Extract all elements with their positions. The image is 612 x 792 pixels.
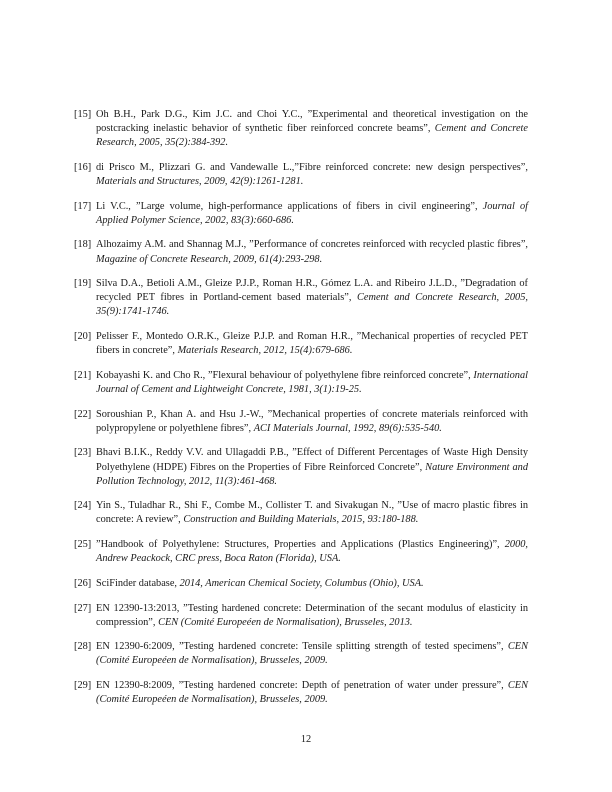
reference-text: Li V.C., ”Large volume, high-performance applications of fibers in civil engineering”,: [96, 200, 483, 212]
reference-number: [16]: [74, 161, 92, 173]
reference-source: CEN (Comité Europeéen de Normalisation), Brusseles, 2009.: [96, 680, 528, 706]
reference-number: [29]: [74, 680, 92, 692]
reference-source: Materials and Structures, 2009, 42(9):1261-1281.: [96, 175, 304, 187]
reference-number: [27]: [74, 602, 92, 614]
reference-number: [17]: [74, 200, 92, 212]
reference-item: [74, 200, 528, 228]
reference-number: [21]: [74, 369, 92, 381]
reference-item: [74, 161, 528, 189]
reference-number: [19]: [74, 278, 92, 290]
reference-item: [74, 108, 528, 150]
reference-text: di Prisco M., Plizzari G. and Vandewalle L.,”Fibre reinforced concrete: new design perspectives”,: [96, 161, 528, 173]
reference-item: [74, 499, 528, 527]
reference-number: [24]: [74, 500, 92, 512]
reference-list: [74, 108, 528, 718]
reference-number: [22]: [74, 408, 92, 420]
reference-item: [74, 640, 528, 668]
reference-item: [74, 679, 528, 707]
reference-source: Cement and Concrete Research, 2005, 35(9):1741-1746.: [96, 292, 528, 318]
reference-source: Materials Research, 2012, 15(4):679-686.: [177, 345, 353, 357]
reference-number: [23]: [74, 447, 92, 459]
reference-text: Bhavi B.I.K., Reddy V.V. and Ullagaddi P.B., ”Effect of Different Percentages of Waste High Density Polyethylene (HDPE) Fibres on the Properties of Fibre Reinforced Concrete”,: [96, 447, 528, 473]
reference-source: International Journal of Cement and Lightweight Concrete, 1981, 3(1):19-25.: [96, 369, 528, 395]
reference-item: [74, 602, 528, 630]
reference-source: 2014, American Chemical Society, Columbus (Ohio), USA.: [179, 577, 424, 589]
reference-number: [28]: [74, 641, 92, 653]
reference-item: [74, 408, 528, 436]
reference-number: [25]: [74, 539, 92, 551]
reference-number: [15]: [74, 109, 92, 120]
reference-item: [74, 446, 528, 488]
reference-source: Journal of Applied Polymer Science, 2002, 83(3):660-686.: [96, 200, 528, 226]
reference-text: Oh B.H., Park D.G., Kim J.C. and Choi Y.C., ”Experimental and theoretical investigation on the postcracking inelastic behavior of synthetic fiber reinforced concrete beams”,: [96, 109, 528, 135]
reference-text: Pelisser F., Montedo O.R.K., Gleize P.J.P. and Roman H.R., ”Mechanical properties of recycled PET fibers in concrete”,: [96, 331, 528, 357]
reference-source: ACI Materials Journal, 1992, 89(6):535-540.: [253, 422, 442, 434]
reference-text: ”Handbook of Polyethylene: Structures, Properties and Applications (Plastics Engineering)”,: [96, 539, 505, 551]
reference-text: Yin S., Tuladhar R., Shi F., Combe M., Collister T. and Sivakugan N., ”Use of macro plastic fibres in concrete: A review”,: [96, 500, 528, 526]
reference-number: [18]: [74, 239, 92, 251]
reference-item: [74, 330, 528, 358]
reference-number: [20]: [74, 331, 92, 343]
reference-text: Silva D.A., Betioli A.M., Gleize P.J.P., Roman H.R., Gómez L.A. and Ribeiro J.L.D., ”Degradation of recycled PET fibres in Portland-cement based materials”,: [96, 278, 528, 304]
reference-text: Soroushian P., Khan A. and Hsu J.-W., ”Mechanical properties of concrete materials reinforced with polypropylene or polyethlene fibres”,: [96, 408, 528, 434]
reference-item: [74, 238, 528, 266]
reference-item: [74, 577, 528, 591]
reference-source: Construction and Building Materials, 2015, 93:180-188.: [183, 514, 419, 526]
reference-item: [74, 538, 528, 566]
reference-source: Magazine of Concrete Research, 2009, 61(4):293-298.: [96, 253, 323, 265]
reference-text: Kobayashi K. and Cho R., ”Flexural behaviour of polyethylene fibre reinforced concrete”,: [96, 369, 474, 381]
reference-source: 2000, Andrew Peackock, CRC press, Boca Raton (Florida), USA.: [96, 539, 528, 565]
reference-source: CEN (Comité Europeéen de Normalisation), Brusseles, 2009.: [96, 641, 528, 667]
reference-text: EN 12390-8:2009, ”Testing hardened concrete: Depth of penetration of water under pressure”,: [96, 680, 508, 692]
reference-text: EN 12390-6:2009, ”Testing hardened concrete: Tensile splitting strength of tested specimens”,: [96, 641, 508, 653]
reference-source: Cement and Concrete Research, 2005, 35(2):384-392.: [96, 123, 528, 149]
reference-item: [74, 369, 528, 397]
page-number: 12: [300, 734, 312, 745]
reference-text: SciFinder database,: [96, 577, 180, 589]
reference-source: Nature Environment and Pollution Technology, 2012, 11(3):461-468.: [96, 461, 528, 487]
reference-item: [74, 277, 528, 319]
reference-source: CEN (Comité Europeéen de Normalisation), Brusseles, 2013.: [158, 616, 413, 628]
reference-text: EN 12390-13:2013, ”Testing hardened concrete: Determination of the secant modulus of elasticity in compression”,: [96, 602, 528, 628]
reference-text: Alhozaimy A.M. and Shannag M.J., ”Performance of concretes reinforced with recycled plastic fibres”,: [96, 239, 528, 251]
reference-number: [26]: [74, 577, 92, 589]
